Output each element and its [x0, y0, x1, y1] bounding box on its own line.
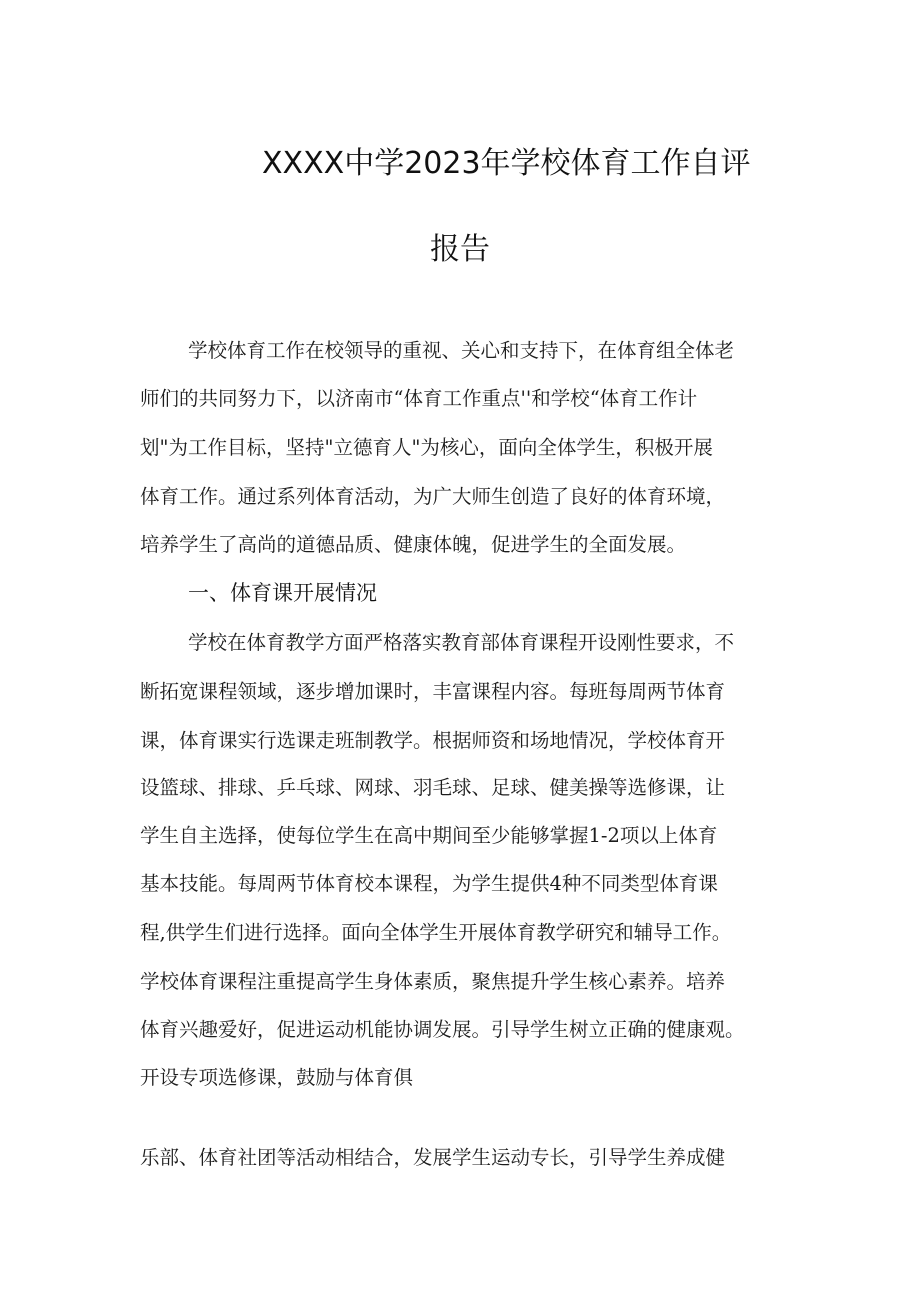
intro-line: 体育工作。通过系列体育活动，为广大师生创造了良好的体育环境，: [140, 485, 726, 508]
section-line: 学校在体育教学方面严格落实教育部体育课程开设刚性要求，不: [188, 631, 735, 654]
report-title-line-2: 报告: [430, 232, 490, 267]
section-line: 开设专项选修课，鼓励与体育俱: [140, 1066, 414, 1089]
section-line: 学校体育课程注重提高学生身体素质，聚焦提升学生核心素养。培养: [140, 970, 726, 993]
section-line: 基本技能。每周两节体育校本课程，为学生提供4种不同类型体育课: [140, 872, 718, 895]
section-line: 课，体育课实行选课走班制教学。根据师资和场地情况，学校体育开: [140, 729, 726, 752]
section-line: 设篮球、排球、乒乓球、网球、羽毛球、足球、健美操等选修课，让: [140, 776, 726, 799]
section-line: 程,供学生们进行选择。面向全体学生开展体育教学研究和辅导工作。: [140, 921, 732, 944]
section-line: 学生自主选择，使每位学生在高中期间至少能够掌握1-2项以上体育: [140, 824, 718, 847]
intro-line: 学校体育工作在校领导的重视、关心和支持下，在体育组全体老: [188, 339, 735, 362]
intro-line: 师们的共同努力下，以济南市“体育工作重点''和学校“体育工作计: [140, 387, 698, 410]
intro-line: 培养学生了高尚的道德品质、健康体魄，促进学生的全面发展。: [140, 533, 687, 556]
continuation-line: 乐部、体育社团等活动相结合，发展学生运动专长，引导学生养成健: [140, 1146, 726, 1169]
section-line: 体育兴趣爱好，促进运动机能协调发展。引导学生树立正确的健康观。: [140, 1018, 745, 1041]
section-heading: 一、体育课开展情况: [188, 581, 377, 605]
report-title-line-1: XXXX中学2023年学校体育工作自评: [262, 146, 751, 181]
section-line: 断拓宽课程领域，逐步增加课时，丰富课程内容。每班每周两节体育: [140, 680, 726, 703]
intro-line: 划"为工作目标，坚持"立德育人"为核心，面向全体学生，积极开展: [140, 436, 713, 459]
